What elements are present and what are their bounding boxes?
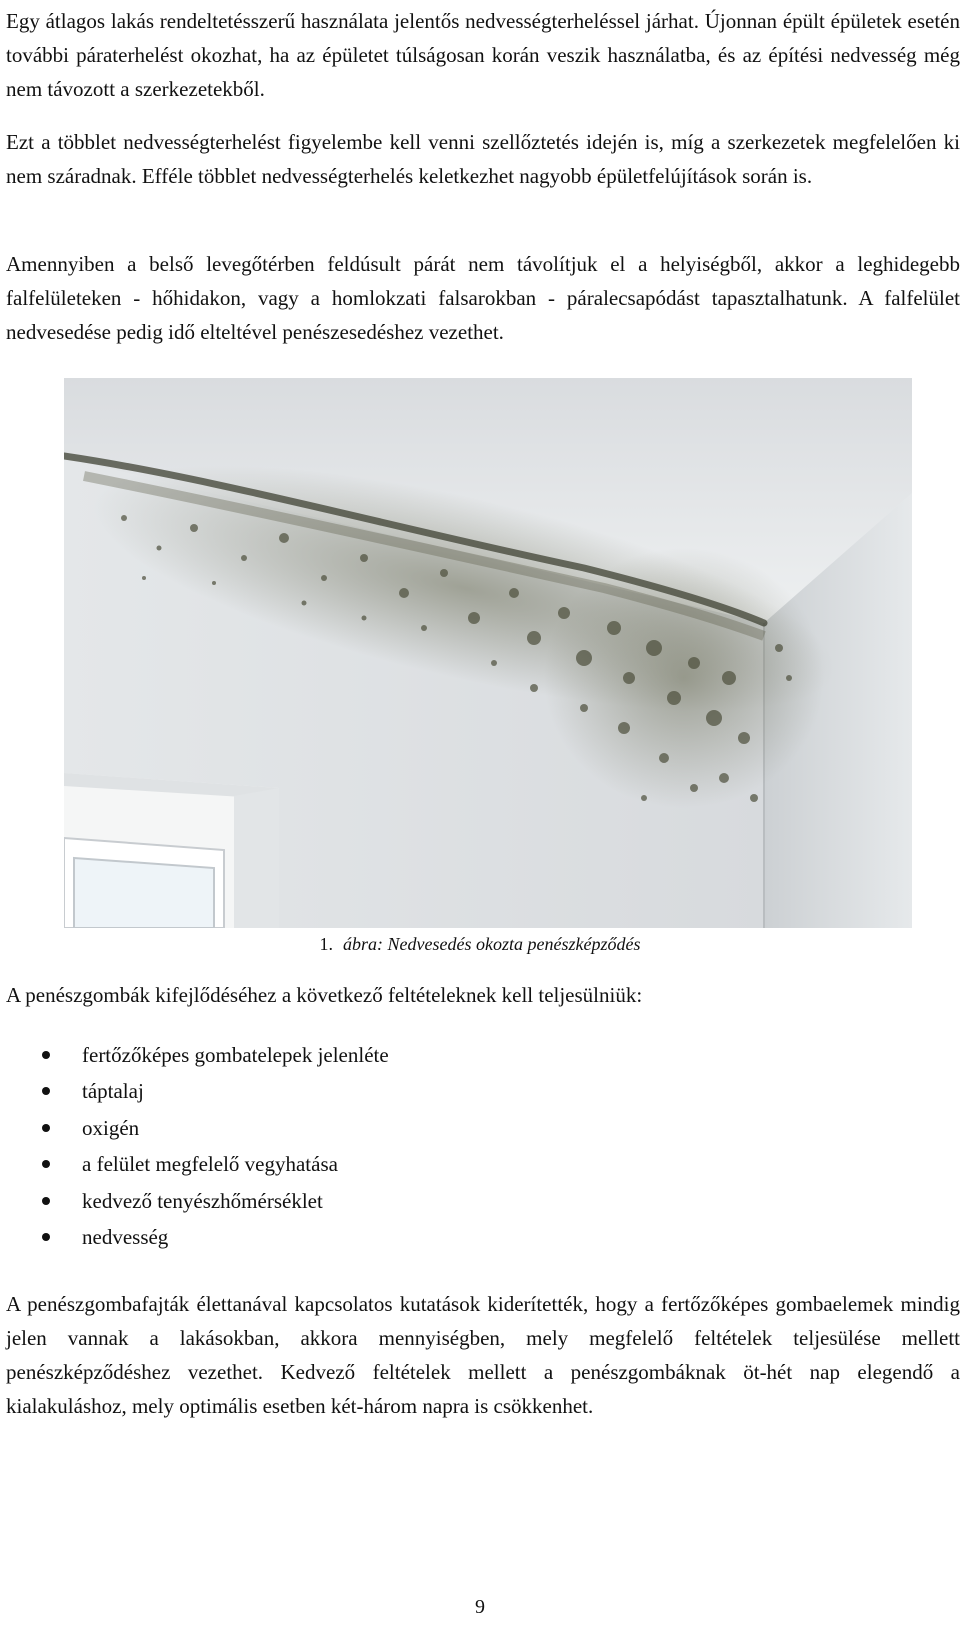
bullet-icon xyxy=(42,1160,50,1168)
paragraph-drying: Ezt a többlet nedvességterhelést figyelembe kell venni szellőztetés idején is, míg a szerkezetek megfelelően ki nem száradnak. Efféle többlet nedvességterhelés keletkezhet nagyobb épületfelújítások során is. xyxy=(6,130,960,188)
figure-caption xyxy=(0,932,960,956)
figure-caption-text: ábra: Nedvesedés okozta penészképződés xyxy=(343,934,641,954)
mold-photo xyxy=(64,378,912,928)
list-item xyxy=(0,1073,960,1109)
list-item-text: kedvező tenyészhőmérséklet xyxy=(82,1188,323,1213)
bullet-icon xyxy=(42,1197,50,1205)
paragraph-conditions-intro: A penészgombák kifejlődéséhez a következő feltételeknek kell teljesülniük: xyxy=(6,983,643,1007)
bullet-icon xyxy=(42,1051,50,1059)
list-item xyxy=(0,1037,960,1073)
bullet-icon xyxy=(42,1124,50,1132)
paragraph-moisture-load: Egy átlagos lakás rendeltetésszerű használata jelentős nedvességterheléssel járhat. Újonnan épült épületek esetén további páraterhelést okozhat, ha az épületet túlságosan korán veszik használatba, és az építési nedvesség még nem távozott a szerkezetekből. xyxy=(6,9,960,101)
list-item xyxy=(0,1183,960,1219)
list-item xyxy=(0,1219,960,1255)
list-item-text: oxigén xyxy=(82,1115,140,1140)
bullet-icon xyxy=(42,1233,50,1241)
bullet-icon xyxy=(42,1087,50,1095)
list-item xyxy=(0,1110,960,1146)
list-item-text: nedvesség xyxy=(82,1224,169,1249)
page-number: 9 xyxy=(475,1596,485,1618)
paragraph-research: A penészgombafajták élettanával kapcsolatos kutatások kiderítették, hogy a fertőzőképes gombaelemek mindig jelen vannak a lakásokban, akkora mennyiségben, mely megfelelő feltételek teljesülése mellett penészképződéshez vezethet. Kedvező feltételek mellett a penészgombáknak öt-hét nap elegendő a kialakuláshoz, mely optimális esetben két-három napra is csökkenhet. xyxy=(6,1292,960,1418)
conditions-list xyxy=(0,1037,960,1255)
list-item xyxy=(0,1146,960,1182)
list-item-text: táptalaj xyxy=(82,1079,144,1104)
figure-number: 1. xyxy=(319,934,334,954)
list-item-text: fertőzőképes gombatelepek jelenléte xyxy=(82,1043,389,1067)
list-item-text: a felület megfelelő vegyhatása xyxy=(82,1152,338,1177)
paragraph-condensation: Amennyiben a belső levegőtérben feldúsult párát nem távolítjuk el a helyiségből, akkor a leghidegebb falfelületeken - hőhidakon, vagy a homlokzati falsarokban - páralecsapódást tapasztalhatunk. A falfelület nedvesedése pedig idő elteltével penészesedéshez vezethet. xyxy=(6,252,960,344)
